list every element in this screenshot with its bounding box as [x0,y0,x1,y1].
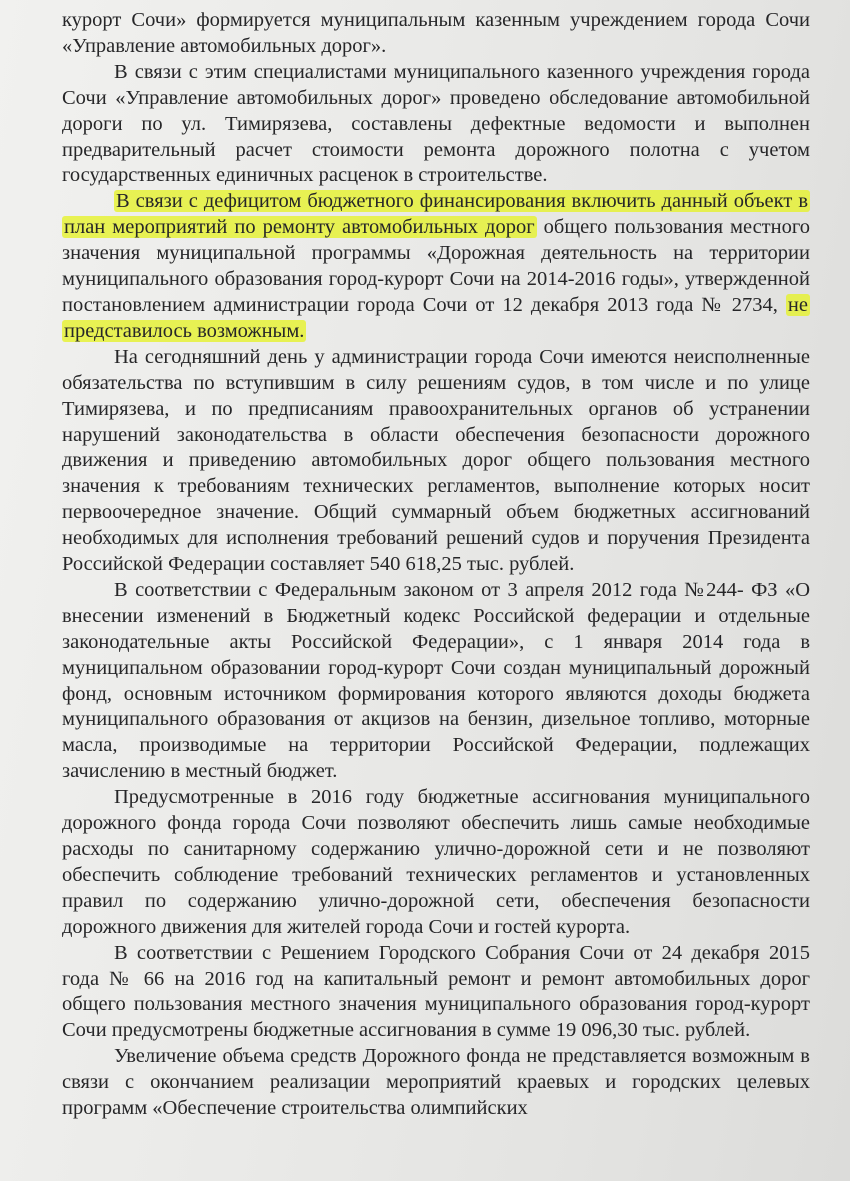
text-segment: В соответствии с Федеральным законом от 3 апреля 2012 года №244- ФЗ «О внесении изменений в Бюджетный кодекс Российской федерации и отдельные законодательные акты Российской Федерации», с 1 января 2014 года в муниципальном образовании город-курорт Сочи создан муниципальный дорожный фонд, основным источником формирования которого являются доходы бюджета муниципального образования от акцизов на бензин, дизельное топливо, моторные масла, производимые на территории Российской Федерации, подлежащих зачислению в местный бюджет. [62,578,810,783]
paragraph-p1 [62,8,810,60]
text-segment: Предусмотренные в 2016 году бюджетные ассигнования муниципального дорожного фонда города Сочи позволяют обеспечить лишь самые необходимые расходы по санитарному содержанию улично-дорожной сети и не позволяют обеспечить соблюдение требований технических регламентов и установленных правил по содержанию улично-дорожной сети, обеспечения безопасности дорожного движения для жителей города Сочи и гостей курорта. [62,786,810,938]
paragraph-p2 [62,60,810,190]
text-segment: общего пользования местного значения муниципальной программы «Дорожная деятельность на территории муниципального образования город-курорт Сочи на 2014-2016 годы», утвержденной постановлением администрации города Сочи от 12 декабря 2013 года № 2734, [62,216,811,316]
text-segment: На сегодняшний день у администрации города Сочи имеются неисполненные обязательства по вступившим в силу решениям судов, в том числе и по улице Тимирязева, и по предписаниям правоохранительных органов об устранении нарушений законодательства в области обеспечения безопасности дорожного движения и приведению автомобильных дорог общего пользования местного значения к требованиям технических регламентов, выполнение которых носит первоочередное значение. Общий суммарный объем бюджетных ассигнований необходимых для исполнения требований решений судов и поручения Президента Российской Федерации составляет 540 618,25 тыс. рублей. [62,345,810,576]
paragraph-p3 [62,189,810,344]
paragraph-p6 [62,785,810,940]
document-body [62,8,810,1122]
paragraph-p5 [62,578,810,785]
paragraph-p7 [62,941,810,1045]
highlighted-text: В связи с дефицитом бюджетного финансирования включить данный объект в план мероприятий по ремонту автомобильных дорог [64,190,808,239]
highlighted-text: не представилось возможным. [64,293,808,342]
text-segment: В связи с этим специалистами муниципального казенного учреждения города Сочи «Управление автомобильных дорог» проведено обследование автомобильной дороги по ул. Тимирязева, составлены дефектные ведомости и выполнен предварительный расчет стоимости ремонта дорожного полотна с учетом государственных единичных расценок в строительстве. [62,60,810,187]
paragraph-p8 [62,1044,810,1122]
text-segment: Увеличение объема средств Дорожного фонда не представляется возможным в связи с окончанием реализации мероприятий краевых и городских целевых программ «Обеспечение строительства олимпийских [62,1045,810,1120]
text-segment: курорт Сочи» формируется муниципальным казенным учреждением города Сочи «Управление автомобильных дорог». [62,9,810,57]
text-segment: В соответствии с Решением Городского Собрания Сочи от 24 декабря 2015 года № 66 на 2016 год на капитальный ремонт и ремонт автомобильных дорог общего пользования местного значения муниципального образования город-курорт Сочи предусмотрены бюджетные ассигнования в сумме 19 096,30 тыс. рублей. [62,941,810,1042]
paragraph-p4 [62,345,810,578]
